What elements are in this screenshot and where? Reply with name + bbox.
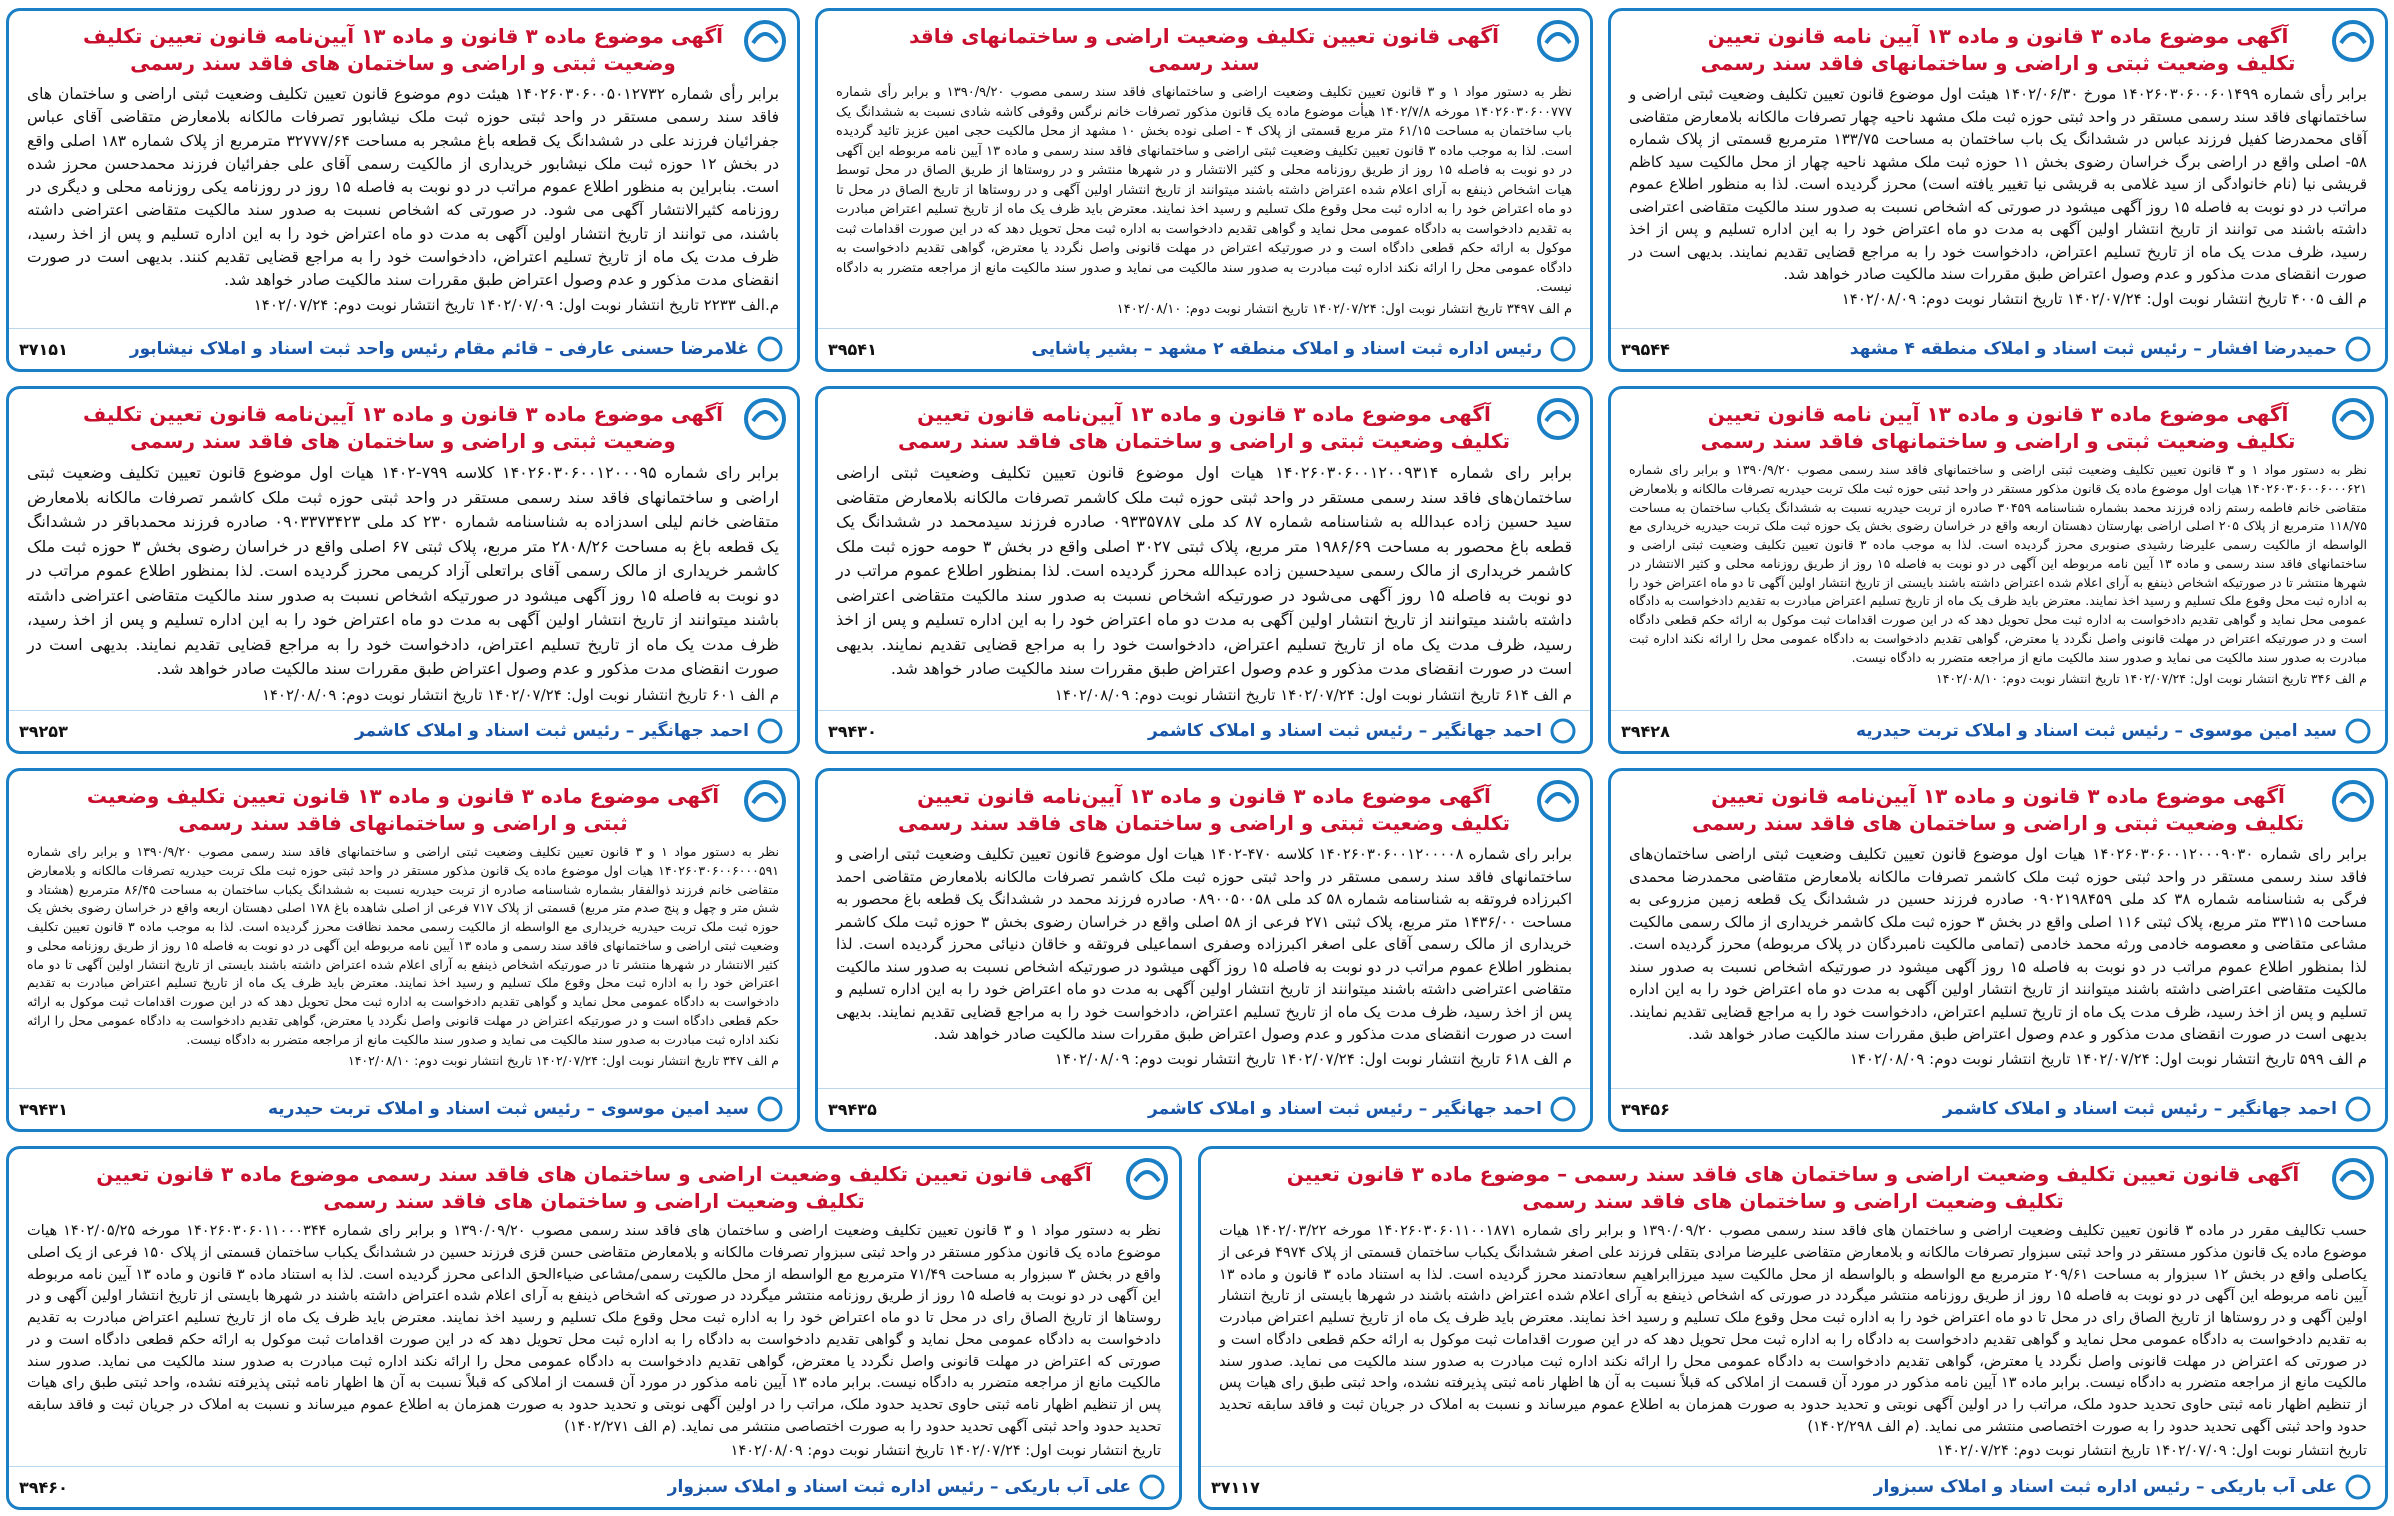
registry-emblem-icon	[1139, 1474, 1165, 1500]
notice-signer: حمیدرضا افشار – رئیس ثبت اسناد و املاک منطقه ۴ مشهد	[1849, 339, 2337, 359]
notice-body: برابر رای شماره ۱۴۰۲۶۰۳۰۶۰۰۱۲۰۰۰۹۵ کلاسه ۷۹۹-۱۴۰۲ هیات اول موضوع قانون تعیین تکلیف وضعیت ثبتی اراضی و ساختمانهای فاقد سند رسمی مستقر در واحد ثبتی حوزه ثبت ملک کاشمر تصرفات مالکانه بلامعارض متقاضی خانم لیلی اسدزاده به شناسنامه شماره ۲۳۰ کد ملی ۰۹۰۳۳۷۳۴۲۳ صادره فرزند محمدباقر در ششدانگ یک قطعه باغ به مساحت ۲۸۰۸/۲۶ متر مربع، پلاک ثبتی ۶۷ اصلی واقع در خراسان رضوی بخش ۳ حوزه ثبت ملک کاشمر خریداری از مالک رسمی آقای براتعلی آزاد کریمی محرز گردیده است. لذا بمنظور اطلاع عموم مراتب در دو نوبت به فاصله ۱۵ روز آگهی میشود در صورتیکه اشخاص نسبت به صدور سند مالکیت متقاضی اعتراضی داشته باشند میتوانند از تاریخ انتشار اولین آگهی به مدت دو ماه اعتراض خود را به این اداره تسلیم و پس از اخذ رسید، ظرف مدت یک ماه از تاریخ تسلیم اعتراض، دادخواست خود را به مراجع قضایی تقدیم نمایند. بدیهی است در صورت انقضای مدت مذکور و عدم وصول اعتراض طبق مقررات سند مالکیت صادر خواهد شد.	[27, 463, 780, 678]
registry-emblem-icon	[1536, 19, 1580, 63]
notice-code: ۳۹۴۳۱	[19, 1099, 68, 1119]
registry-emblem-icon	[757, 1096, 783, 1122]
notice-body: برابر رای شماره ۱۴۰۲۶۰۳۰۶۰۰۱۲۰۰۰۹۰۳۰ هیات اول موضوع قانون تعیین تکلیف وضعیت ثبتی اراضی ساختمان‌های فاقد سند رسمی مستقر در واحد ثبتی حوزه ثبت ملک کاشمر تصرفات مالکانه بلامعارض متقاضی محمدرضا محمدی فرگی به شناسنامه شماره ۳۸ کد ملی ۰۹۰۲۱۹۸۴۵۹ صادره فرزند حسین در ششدانگ یک قطعه زمین مزروعی به مساحت ۳۳۱۱۵ متر مربع، پلاک ثبتی ۱۱۶ اصلی واقع در بخش ۳ حوزه ثبت ملک کاشمر خریداری از مالک رسمی مالکیت مشاعی متقاضی و معصومه خادمی ورثه محمد خادمی (تمامی مالکیت نامبردگان در پلاک مربوطه) محرز گردیده است. لذا بمنظور اطلاع عموم مراتب در دو نوبت به فاصله ۱۵ روز آگهی میشود در صورتیکه اشخاص نسبت به صدور سند مالکیت متقاضی اعتراضی داشته باشند میتوانند از تاریخ انتشار اولین آگهی به مدت دو ماه اعتراض خود را به این اداره تسلیم و پس از اخذ رسید، ظرف مدت یک ماه از تاریخ تسلیم اعتراض، دادخواست خود را به مراجع قضایی تقدیم نمایند. بدیهی است در صورت انقضای مدت مذکور و عدم وصول اعتراض طبق مقررات سند مالکیت صادر خواهد شد.	[1629, 845, 2368, 1043]
notice-title: آگهی موضوع ماده ۳ قانون و ماده ۱۳ آیین نامه قانون تعیین تکلیف وضعیت ثبتی و اراضی و ساختمانهای فاقد سند رسمی	[1700, 402, 2296, 453]
notice-footer	[9, 328, 797, 369]
notice-signer: رئیس اداره ثبت اسناد و املاک منطقه ۲ مشهد – بشیر پاشایی	[1031, 339, 1542, 359]
registry-emblem-icon	[2345, 718, 2371, 744]
notice-title: آگهی موضوع ماده ۳ قانون و ماده ۱۳ آیین‌نامه قانون تعیین تکلیف وضعیت ثبتی و اراضی و ساختمان های فاقد سند رسمی	[898, 402, 1510, 453]
notice-footer	[818, 710, 1590, 751]
notice-signer: علی آب باریکی – رئیس اداره ثبت اسناد و املاک سبزوار	[667, 1477, 1131, 1497]
notice-publication-dates: تاریخ انتشار نوبت اول: ۱۴۰۲/۰۷/۰۹ تاریخ انتشار نوبت دوم: ۱۴۰۲/۰۷/۲۴	[1936, 1442, 2367, 1459]
registry-emblem-icon	[2345, 1096, 2371, 1122]
notice-body: حسب تکالیف مقرر در ماده ۳ قانون تعیین تکلیف وضعیت اراضی و ساختمان های فاقد سند رسمی مصوب ۱۳۹۰/۰۹/۲۰ و برابر رای شماره ۱۴۰۲۶۰۳۰۶۰۱۱۰۰۱۸۷۱ مورخه ۱۴۰۲/۰۳/۲۲ هیات موضوع ماده یک قانون مذکور مستقر در واحد ثبتی سبزوار تصرفات مالکانه و بلامعارض متقاضی علیرضا مرادی بتقلی فرزند علی اصغر ششدانگ یکباب ساختمان قسمتی از پلاک ۴۹۷۴ فرعی از یکاصلی واقع در بخش ۱۲ سبزوار به مساحت ۲۰۹/۶۱ مترمربع مع الواسطه و بالواسطه از محل مالکیت سید میرزاابراهیم سعادتمند محرز گردیده است. لذا به استناد ماده ۳ قانون و ماده ۱۳ آیین نامه مربوطه این آگهی در دو نوبت به فاصله ۱۵ روز از طریق روزنامه منتشر میگردد در صورتی که اشخاص ذینفع به آرای اعلام شده اعتراض داشته باشند در شهرها بایستی از تاریخ انتشار اولین آگهی و در روستاها از تاریخ الصاق رای در محل تا دو ماه اعتراض خود را به اداره ثبت محل وقوع ملک تسلیم و رسید اخذ نمایند. معترض باید ظرف یک ماه از تاریخ تسلیم اعتراض مبادرت به تقدیم دادخواست به دادگاه عمومی محل نماید و گواهی تقدیم دادخواست به دادگاه را به اداره ثبت محل تحویل دهد که در این صورت اقدامات ثبت موکول به ارائه حکم قطعی دادگاه است و در صورتی که اعتراض در مهلت قانونی واصل نگردد یا معترض، گواهی تقدیم دادخواست به دادگاه عمومی محل را ارائه نکند اداره ثبت مبادرت به صدور سند مالکیت می نماید. صدور سند مالکیت مانع از مراجعه متضرر به دادگاه نیست. برابر ماده ۱۳ آیین نامه مذکور در مورد آن قسمت از املاکی که قبلاً نسبت به آن ها اظهار نامه ثبتی پذیرفته نشده، واحد ثبتی طبق رای هیات پس از تنظیم اظهار نامه ثبتی حاوی تحدید حدود ملک، مراتب را در اولین آگهی نوبتی و تحدید حدود به صورت همزمان به اطلاع عموم میرساند و نسبت به املاک در جریان ثبت و فاقد سابقه تحدید حدود واحد ثبتی آگهی تحدید حدود را به صورت اختصاصی منتشر می نماید. (م الف ۱۴۰۲/۲۹۸)	[1219, 1223, 2368, 1435]
notice-title: آگهی موضوع ماده ۳ قانون و ماده ۱۳ آیین‌نامه قانون تعیین تکلیف وضعیت ثبتی و اراضی و ساختمان های فاقد سند رسمی	[83, 402, 723, 453]
registry-emblem-icon	[1536, 397, 1580, 441]
notice-signer: سید امین موسوی – رئیس ثبت اسناد و املاک تربت حیدریه	[267, 1099, 749, 1119]
registry-emblem-icon	[743, 779, 787, 823]
notice-publication-dates: م الف ۴۰۰۵ تاریخ انتشار نوبت اول: ۱۴۰۲/۰۷/۲۴ تاریخ انتشار نوبت دوم: ۱۴۰۲/۰۸/۰۹	[1841, 289, 2367, 308]
notice-code: ۳۷۱۵۱	[19, 339, 68, 359]
notice-body: برابر رای شماره ۱۴۰۲۶۰۳۰۶۰۰۱۲۰۰۰۰۸ کلاسه ۴۷۰-۱۴۰۲ هیات اول موضوع قانون تعیین تکلیف وضعیت ثبتی اراضی و ساختمانهای فاقد سند رسمی مستقر در واحد ثبتی حوزه ثبت ملک کاشمر تصرفات مالکانه بلامعارض متقاضی احمد اکبرزاده فروتقه به شناسنامه شماره ۵۸ کد ملی ۰۸۹۰۰۵۰۰۵۸ صادره فرزند محمد در ششدانگ یک قطعه باغ محصور به مساحت ۱۴۳۶/۰۰ متر مربع، پلاک ثبتی ۲۷۱ فرعی از ۵۸ اصلی واقع در خراسان رضوی بخش ۳ حوزه ثبت ملک کاشمر خریداری از مالک رسمی آقای علی اصغر اکبرزاده وصفری اسماعیلی فروتقه و خاقان دنیائی محرز گردیده است. لذا بمنظور اطلاع عموم مراتب در دو نوبت به فاصله ۱۵ روز آگهی میشود در صورتیکه اشخاص نسبت به صدور سند مالکیت متقاضی اعتراضی داشته باشند میتوانند از تاریخ انتشار اولین آگهی به مدت دو ماه اعتراض خود را به این اداره تسلیم و پس از اخذ رسید، ظرف مدت یک ماه از تاریخ تسلیم اعتراض، دادخواست خود را به مراجع قضایی تقدیم نمایند. بدیهی است در صورت انقضای مدت مذکور و عدم وصول اعتراض طبق مقررات سند مالکیت صادر خواهد شد.	[836, 845, 1573, 1043]
notice-signer: احمد جهانگیر – رئیس ثبت اسناد و املاک کاشمر	[1147, 1099, 1542, 1119]
notice-signer: غلامرضا حسنی عارفی – قائم مقام رئیس واحد ثبت اسناد و املاک نیشابور	[129, 339, 749, 359]
notice-body: برابر رأی شماره ۱۴۰۲۶۰۳۰۶۰۰۵۰۱۲۷۳۲ هیئت دوم موضوع قانون تعیین تکلیف وضعیت ثبتی اراضی و ساختمان های فاقد سند رسمی مستقر در واحد ثبتی حوزه ثبت ملک نیشابور تصرفات مالکانه بلامعارض متقاضی آقای عباس جفرائیان فرزند علی در ششدانگ یک قطعه باغ مشجر به مساحت ۳۲۷۷۷/۶۴ مترمربع از پلاک شماره ۱۸۳ اصلی واقع در بخش ۱۲ حوزه ثبت ملک نیشابور خریداری از مالکیت رسمی آقای علی جفرائیان فرزند محمدحسن محرز شده است. بنابراین به منظور اطلاع عموم مراتب در دو نوبت به فاصله ۱۵ روز در روزنامه یکی روزنامه محلی و دیگری در روزنامه کثیرالانتشار آگهی می شود. در صورتی که اشخاص نسبت به صدور سند مالکیت متقاضی اعتراضی داشته باشند، می توانند از تاریخ انتشار اولین آگهی به مدت دو ماه اعتراض خود را به این اداره تسلیم و پس از اخذ رسید، ظرف مدت یک ماه از تاریخ تسلیم اعتراض، دادخواست خود را به مراجع قضایی تقدیم کنند. بدیهی است در صورت انقضای مدت مذکور و عدم وصول اعتراض طبق مقررات سند مالکیت صادر خواهد شد.	[27, 85, 780, 289]
notice-footer	[1611, 1088, 2385, 1129]
notice-title: آگهی موضوع ماده ۳ قانون و ماده ۱۳ آیین نامه قانون تعیین تکلیف وضعیت ثبتی و اراضی و ساختمانهای فاقد سند رسمی	[1700, 24, 2296, 75]
notice-title: آگهی موضوع ماده ۳ قانون و ماده ۱۳ آیین‌نامه قانون تعیین تکلیف وضعیت ثبتی و اراضی و ساختمان های فاقد سند رسمی	[83, 24, 723, 75]
notice-publication-dates: تاریخ انتشار نوبت اول: ۱۴۰۲/۰۷/۲۴ تاریخ انتشار نوبت دوم: ۱۴۰۲/۰۸/۰۹	[730, 1442, 1161, 1459]
notice-body: برابر رای شماره ۱۴۰۲۶۰۳۰۶۰۰۱۲۰۰۹۳۱۴ هیات اول موضوع قانون تعیین تکلیف وضعیت ثبتی اراضی ساختمان‌های فاقد سند رسمی مستقر در واحد ثبتی حوزه ثبت ملک کاشمر تصرفات مالکانه بلامعارض متقاضی سید حسین زاده عبدالله به شناسنامه شماره ۸۷ کد ملی ۰۹۳۳۵۷۸۷ صادره فرزند سیدمحمد در ششدانگ یک قطعه باغ محصور به مساحت ۱۹۸۶/۶۹ متر مربع، پلاک ثبتی ۳۰۲۷ اصلی واقع در بخش ۳ حومه حوزه ثبت ملک کاشمر خریداری از مالک رسمی سیدحسین زاده عبدالله محرز گردیده است. لذا بمنظور اطلاع عموم مراتب در دو نوبت به فاصله ۱۵ روز آگهی می‌شود در صورتیکه اشخاص نسبت به صدور سند مالکیت متقاضی اعتراضی داشته باشند میتوانند از تاریخ انتشار اولین آگهی به مدت دو ماه اعتراض خود را به این اداره تسلیم و پس از اخذ رسید، ظرف مدت یک ماه از تاریخ تسلیم اعتراض، دادخواست خود را به مراجع قضایی تقدیم نمایند. بدیهی است در صورت انقضای مدت مذکور و عدم وصول اعتراض طبق مقررات سند مالکیت صادر خواهد شد.	[836, 463, 1573, 678]
notice-signer: علی آب باریکی – رئیس اداره ثبت اسناد و املاک سبزوار	[1873, 1477, 2337, 1497]
notice-2	[815, 8, 1593, 372]
notice-footer	[1611, 328, 2385, 369]
notice-body: نظر به دستور مواد ۱ و ۳ قانون تعیین تکلیف وضعیت ثبتی اراضی و ساختمانهای فاقد سند رسمی مصوب ۱۳۹۰/۹/۲۰ و برابر رای شماره ۱۴۰۲۶۰۳۰۶۰۰۶۰۰۰۶۲۱ هیات اول موضوع ماده یک قانون مذکور مستقر در واحد ثبتی حوزه ثبت ملک تربت حیدریه تصرفات مالکانه و بلامعارض متقاضی خانم فاطمه رستم زاده فرزند محمد بشماره شناسنامه ۳۰۴۵۹ صادره از تربت حیدریه نسبت به ششدانگ یکباب ساختمان به مساحت ۱۱۸/۷۵ مترمربع از پلاک ۲۰۵ اصلی اراضی بهارستان دهستان اربعه واقع در خراسان رضوی بخش یک حوزه ثبت ملک تربت حیدریه خریداری مع الواسطه از مالکیت رسمی علیرضا رشیدی صنوبری محرز گردیده است. لذا به موجب ماده ۳ قانون تعیین تکلیف وضعیت ثبتی اراضی و ساختمانهای فاقد سند رسمی و ماده ۱۳ آیین نامه مربوطه این آگهی در دو نوبت به فاصله ۱۵ روز از طریق روزنامه محلی و کثیر الانتشار در شهرها منتشر تا در صورتیکه اشخاص ذینفع به آرای اعلام شده اعتراض داشته باشند بایستی از تاریخ انتشار اولین آگهی تا دو ماه اعتراض خود را به اداره ثبت محل وقوع ملک تسلیم و رسید اخذ نمایند. معترض باید ظرف یک ماه از تاریخ تسلیم اعتراض مبادرت به تقدیم دادخواست به دادگاه عمومی محل نماید و گواهی تقدیم دادخواست به اداره ثبت محل تحویل دهد که در این صورت اقدامات ثبت موکول به ارائه حکم قطعی دادگاه است و در صورتیکه اعتراض در مهلت قانونی واصل نگردد یا معترض، گواهی تقدیم دادخواست به دادگاه عمومی محل را ارائه نکند اداره ثبت مبادرت به صدور سند مالکیت می نماید و صدور سند مالکیت مانع از مراجعه متضرر به دادگاه نیست.	[1629, 462, 2367, 665]
notice-publication-dates: م الف ۵۹۹ تاریخ انتشار نوبت اول: ۱۴۰۲/۰۷/۲۴ تاریخ انتشار نوبت دوم: ۱۴۰۲/۰۸/۰۹	[1849, 1049, 2367, 1068]
registry-emblem-icon	[1550, 1096, 1576, 1122]
notice-8	[815, 768, 1593, 1132]
notice-11	[6, 1146, 1182, 1510]
registry-emblem-icon	[1550, 336, 1576, 362]
notice-footer	[1611, 710, 2385, 751]
registry-emblem-icon	[2331, 19, 2375, 63]
notice-code: ۳۹۵۴۱	[828, 339, 877, 359]
notice-5	[815, 386, 1593, 754]
notice-title: آگهی قانون تعیین تکلیف وضعیت اراضی و ساختمان های فاقد سند رسمی – موضوع ماده ۳ قانون تعیین تکلیف وضعیت اراضی و ساختمان های فاقد سند رسمی	[1286, 1162, 2300, 1213]
notice-code: ۳۷۱۱۷	[1211, 1477, 1260, 1497]
registry-emblem-icon	[743, 19, 787, 63]
notice-code: ۳۹۴۳۰	[828, 721, 877, 741]
notice-9	[6, 768, 800, 1132]
notice-body: نظر به دستور مواد ۱ و ۳ قانون تعیین تکلیف وضعیت اراضی و ساختمان های فاقد سند رسمی مصوب ۱۳۹۰/۰۹/۲۰ و برابر رای شماره ۱۴۰۲۶۰۳۰۶۰۱۱۰۰۰۳۴۴ مورخه ۱۴۰۲/۰۵/۲۵ هیات موضوع ماده یک قانون مذکور مستقر در واحد ثبتی سبزوار تصرفات مالکانه و بلامعارض متقاضی حسن قزی فرزند حسین در ششدانگ یکباب ساختمان قسمتی از پلاک ۱۵۰ فرعی از یک اصلی واقع در بخش ۳ سبزوار به مساحت ۷۱/۴۹ مترمربع مع الواسطه از محل مالکیت رسمی/مشاعی ضیاءالحق الداعی محرز گردیده است. لذا به استناد ماده ۳ قانون و ماده ۱۳ آیین نامه مربوطه این آگهی در دو نوبت به فاصله ۱۵ روز از طریق روزنامه منتشر میگردد در صورتی که اشخاص ذینفع به آرای اعلام شده اعتراض داشته باشند در شهرها بایستی از تاریخ انتشار اولین آگهی و در روستاها از تاریخ الصاق رای در محل تا دو ماه اعتراض خود را به اداره ثبت محل وقوع ملک تسلیم و رسید اخذ نمایند. معترض باید ظرف یک ماه از تاریخ تسلیم اعتراض مبادرت به تقدیم دادخواست به دادگاه عمومی محل نماید و گواهی تقدیم دادخواست به دادگاه را به اداره ثبت محل تحویل دهد که در این صورت اقدامات ثبت موکول به ارائه حکم قطعی دادگاه است و در صورتی که اعتراض در مهلت قانونی واصل نگردد یا معترض، گواهی تقدیم دادخواست به دادگاه عمومی محل را ارائه نکند اداره ثبت مبادرت به صدور سند مالکیت می نماید. صدور سند مالکیت مانع از مراجعه متضرر به دادگاه نیست. برابر ماده ۱۳ آیین نامه مذکور در مورد آن قسمت از املاکی که قبلاً نسبت به آن ها اظهار نامه ثبتی پذیرفته نشده، واحد ثبتی طبق رای هیات پس از تنظیم اظهار نامه ثبتی حاوی تحدید حدود ملک، مراتب را در اولین آگهی نوبتی و تحدید حدود به صورت همزمان به اطلاع عموم میرساند و نسبت به املاک در جریان ثبت و فاقد سابقه تحدید حدود واحد ثبتی آگهی تحدید حدود را به صورت اختصاصی منتشر می نماید. (م الف ۱۴۰۲/۲۷۱)	[27, 1223, 1162, 1435]
notice-signer: احمد جهانگیر – رئیس ثبت اسناد و املاک کاشمر	[1147, 721, 1542, 741]
notice-footer	[9, 1088, 797, 1129]
notice-publication-dates: م الف ۳۴۷ تاریخ انتشار نوبت اول: ۱۴۰۲/۰۷/۲۴ تاریخ انتشار نوبت دوم: ۱۴۰۲/۰۸/۱۰	[347, 1053, 779, 1069]
notice-body: برابر رأی شماره ۱۴۰۲۶۰۳۰۶۰۰۶۰۱۴۹۹ مورخ ۱۴۰۲/۰۶/۳۰ هیئت اول موضوع قانون تعیین تکلیف وضعیت ثبتی اراضی و ساختمانهای فاقد سند رسمی مستقر در واحد ثبتی حوزه ثبت ملک مشهد ناحیه چهار تصرفات مالکانه بلامعارض متقاضی آقای محمدرضا کفیل فرزند عباس در ششدانگ یک باب ساختمان به مساحت ۱۳۳/۷۵ مترمربع قسمتی از پلاک شماره ۵۸- اصلی واقع در اراضی برگ خراسان رضوی بخش ۱۱ حوزه ثبت ملک مشهد ناحیه چهار از محل مالکیت سید کاظم قریشی نیا (نام خانوادگی از سید غلامی به قریشی نیا تغییر یافته است) محرز گردیده است. لذا به منظور اطلاع عموم مراتب در دو نوبت به فاصله ۱۵ روز آگهی میشود در صورتی که اشخاص نسبت به صدور سند مالکیت متقاضی اعتراضی داشته باشند می توانند از تاریخ انتشار اولین آگهی به مدت دو ماه اعتراض خود را به این اداره تسلیم و پس از اخذ رسید، ظرف مدت یک ماه از تاریخ تسلیم اعتراض، دادخواست خود را به مراجع قضایی تقدیم نمایند. بدیهی است در صورت انقضای مدت مذکور و عدم وصول اعتراض طبق مقررات سند مالکیت صادر خواهد شد.	[1629, 85, 2367, 283]
registry-emblem-icon	[743, 397, 787, 441]
notice-body: نظر به دستور مواد ۱ و ۳ قانون تعیین تکلیف وضعیت اراضی و ساختمانهای فاقد سند رسمی مصوب ۱۳۹۰/۹/۲۰ و برابر رأی شماره ۱۴۰۲۶۰۳۰۶۰۰۷۷۷ مورخه ۱۴۰۲/۷/۸ هیأت موضوع ماده یک قانون مذکور تصرفات خانم نرگس وقوفی کاشه شادی نسبت به ششدانگ یک باب ساختمان به مساحت ۶۱/۱۵ متر مربع قسمتی از پلاک ۴ - اصلی نوده بخش ۱۰ مشهد از محل مالکیت حجی امین عزیز تائید گردیده است. لذا به موجب ماده ۳ قانون تعیین تکلیف وضعیت ثبتی اراضی و ساختمانهای فاقد سند رسمی و ماده ۱۳ آیین نامه مربوطه این آگهی در دو نوبت به فاصله ۱۵ روز از طریق روزنامه محلی و کثیر الانتشار و در شهرها منتشر و در روستاها از طریق الصاق در محل توسط هیات اشخاص ذینفع به آرای اعلام شده اعتراض داشته باشند میتوانند از تاریخ انتشار اولین آگهی و در روستاها از تاریخ الصاق در محل تا دو ماه اعتراض خود را به اداره ثبت محل وقوع ملک تسلیم و رسید اخذ نمایند. معترض باید ظرف یک ماه از تاریخ تسلیم اعتراض مبادرت به تقدیم دادخواست به دادگاه عمومی محل نماید و گواهی تقدیم دادخواست به اداره ثبت محل تحویل دهد که در این صورت اقدامات ثبت موکول به ارائه حکم قطعی دادگاه است و در صورتیکه اعتراض در مهلت قانونی واصل نگردد یا معترض، گواهی تقدیم دادخواست به دادگاه عمومی محل را ارائه نکند اداره ثبت مبادرت به صدور سند مالکیت می نماید و صدور سند مالکیت مانع از مراجعه متضرر به دادگاه نیست.	[836, 85, 1572, 295]
notice-title: آگهی موضوع ماده ۳ قانون و ماده ۱۳ آیین‌نامه قانون تعیین تکلیف وضعیت ثبتی و اراضی و ساختمان های فاقد سند رسمی	[898, 784, 1510, 835]
notice-signer: احمد جهانگیر – رئیس ثبت اسناد و املاک کاشمر	[1942, 1099, 2337, 1119]
notice-4	[1608, 386, 2388, 754]
notice-6	[6, 386, 800, 754]
notice-code: ۳۹۴۲۸	[1621, 721, 1670, 741]
notice-publication-dates: م الف ۳۴۹۷ تاریخ انتشار نوبت اول: ۱۴۰۲/۰۷/۲۴ تاریخ انتشار نوبت دوم: ۱۴۰۲/۰۸/۱۰	[1116, 301, 1572, 317]
notice-title: آگهی قانون تعیین تکلیف وضعیت اراضی و ساختمانهای فاقد سند رسمی	[909, 24, 1499, 75]
notice-footer	[9, 1466, 1179, 1507]
notice-1	[1608, 8, 2388, 372]
notice-code: ۳۹۴۶۰	[19, 1477, 68, 1497]
registry-emblem-icon	[2331, 1157, 2375, 1201]
notice-footer	[1201, 1466, 2385, 1507]
notice-publication-dates: م الف ۶۱۴ تاریخ انتشار نوبت اول: ۱۴۰۲/۰۷/۲۴ تاریخ انتشار نوبت دوم: ۱۴۰۲/۰۸/۰۹	[1054, 685, 1572, 704]
notice-publication-dates: م الف ۶۰۱ تاریخ انتشار نوبت اول: ۱۴۰۲/۰۷/۲۴ تاریخ انتشار نوبت دوم: ۱۴۰۲/۰۸/۰۹	[261, 685, 779, 704]
registry-emblem-icon	[2345, 1474, 2371, 1500]
notice-3	[6, 8, 800, 372]
notice-footer	[818, 1088, 1590, 1129]
registry-emblem-icon	[757, 336, 783, 362]
registry-emblem-icon	[2345, 336, 2371, 362]
registry-emblem-icon	[2331, 779, 2375, 823]
notice-signer: سید امین موسوی – رئیس ثبت اسناد و املاک تربت حیدریه	[1855, 721, 2337, 741]
notice-publication-dates: م الف ۳۴۶ تاریخ انتشار نوبت اول: ۱۴۰۲/۰۷/۲۴ تاریخ انتشار نوبت دوم: ۱۴۰۲/۰۸/۱۰	[1935, 671, 2367, 687]
notice-publication-dates: م الف ۶۱۸ تاریخ انتشار نوبت اول: ۱۴۰۲/۰۷/۲۴ تاریخ انتشار نوبت دوم: ۱۴۰۲/۰۸/۰۹	[1054, 1049, 1572, 1068]
notice-10	[1198, 1146, 2388, 1510]
notice-title: آگهی موضوع ماده ۳ قانون و ماده ۱۳ قانون تعیین تکلیف وضعیت ثبتی و اراضی و ساختمانهای فاقد سند رسمی	[86, 784, 720, 835]
notice-code: ۳۹۵۴۴	[1621, 339, 1670, 359]
notice-title: آگهی موضوع ماده ۳ قانون و ماده ۱۳ آیین‌نامه قانون تعیین تکلیف وضعیت ثبتی و اراضی و ساختمان های فاقد سند رسمی	[1692, 784, 2304, 835]
registry-emblem-icon	[1550, 718, 1576, 744]
notice-code: ۳۹۲۵۳	[19, 721, 68, 741]
registry-emblem-icon	[1536, 779, 1580, 823]
notice-code: ۳۹۴۳۵	[828, 1099, 877, 1119]
notice-code: ۳۹۴۵۶	[1621, 1099, 1670, 1119]
notice-title: آگهی قانون تعیین تکلیف وضعیت اراضی و ساختمان های فاقد سند رسمی موضوع ماده ۳ قانون تعیین تکلیف وضعیت اراضی و ساختمان های فاقد سند رسمی	[96, 1162, 1092, 1213]
notice-signer: احمد جهانگیر – رئیس ثبت اسناد و املاک کاشمر	[354, 721, 749, 741]
notice-body: نظر به دستور مواد ۱ و ۳ قانون تعیین تکلیف وضعیت ثبتی اراضی و ساختمانهای فاقد سند رسمی مصوب ۱۳۹۰/۹/۲۰ و برابر رای شماره ۱۴۰۲۶۰۳۰۶۰۰۶۰۰۰۵۹۱ هیات اول موضوع ماده یک قانون مذکور مستقر در واحد ثبتی حوزه ثبت ملک تربت حیدریه تصرفات مالکانه و بلامعارض متقاضی خانم فرزند ذوالفقار بشماره شناسنامه صادره از تربت حیدریه نسبت به ششدانگ یکباب ساختمان به مساحت ۸۶/۴۵ مترمربع (هشتاد و شش متر و چهل و پنج صدم متر مربع) قسمتی از پلاک ۷۱۷ فرعی از اصلی شاهده باغ ۱۷۸ اصلی دهستان اربعه واقع در خراسان رضوی بخش یک حوزه ثبت ملک تربت حیدریه خریداری مع الواسطه از مالکیت رسمی محمد نظافت محرز گردیده است. لذا به موجب ماده ۳ قانون تعیین تکلیف وضعیت ثبتی اراضی و ساختمانهای فاقد سند رسمی و ماده ۱۳ آیین نامه مربوطه این آگهی در دو نوبت به فاصله ۱۵ روز از طریق روزنامه محلی و کثیر الانتشار در شهرها منتشر تا در صورتیکه اشخاص ذینفع به آرای اعلام شده اعتراض داشته باشند بایستی از تاریخ انتشار اولین آگهی تا دو ماه اعتراض خود را به اداره ثبت محل وقوع ملک تسلیم و رسید اخذ نمایند. معترض باید ظرف یک ماه از تاریخ تسلیم اعتراض مبادرت به تقدیم دادخواست به دادگاه عمومی محل نماید و گواهی تقدیم دادخواست به اداره ثبت محل تحویل دهد که در این صورت اقدامات ثبت موکول به ارائه حکم قطعی دادگاه است و در صورتیکه اعتراض در مهلت قانونی واصل نگردد یا معترض، گواهی تقدیم دادخواست به دادگاه عمومی محل را ارائه نکند اداره ثبت مبادرت به صدور سند مالکیت می نماید و صدور سند مالکیت مانع از مراجعه متضرر به دادگاه نیست.	[27, 844, 779, 1047]
registry-emblem-icon	[757, 718, 783, 744]
registry-emblem-icon	[1125, 1157, 1169, 1201]
notice-footer	[818, 328, 1590, 369]
notice-footer	[9, 710, 797, 751]
notice-7	[1608, 768, 2388, 1132]
registry-emblem-icon	[2331, 397, 2375, 441]
notice-publication-dates: م.الف ۲۲۳۳ تاریخ انتشار نوبت اول: ۱۴۰۲/۰۷/۰۹ تاریخ انتشار نوبت دوم: ۱۴۰۲/۰۷/۲۴	[253, 296, 779, 315]
